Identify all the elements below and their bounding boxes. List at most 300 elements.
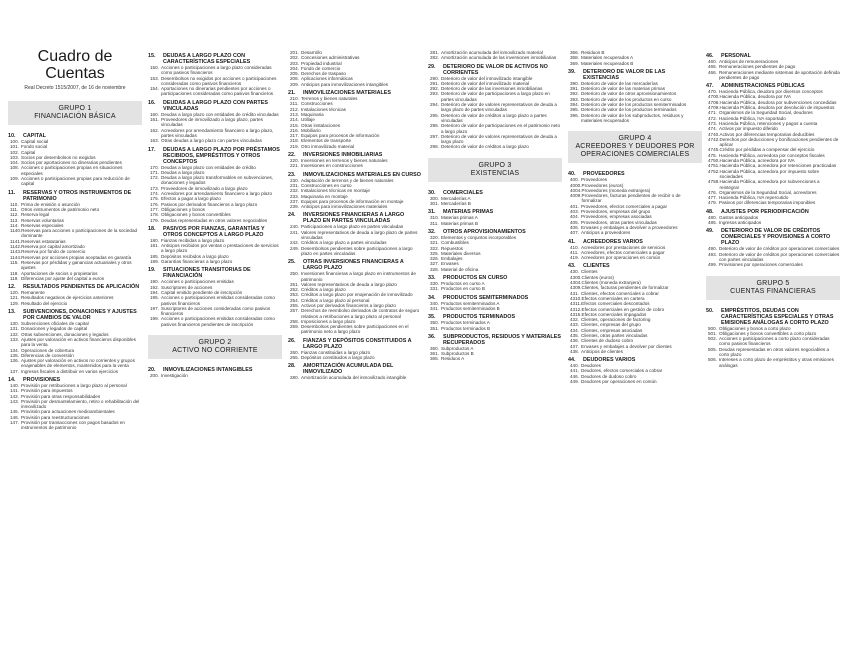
account-number: 241. — [290, 229, 299, 235]
account-name: Deudas a largo plazo con entidades de crédito — [161, 164, 256, 170]
account-number: 49. — [706, 228, 714, 235]
account-number: 392. — [570, 91, 579, 97]
account-number: 101. — [10, 144, 19, 150]
account-number: 162. — [150, 127, 159, 133]
account-name: Proveedores de inmovilizado a largo plazo, partes vinculadas — [161, 117, 263, 128]
account-name: Subproductos B — [441, 351, 474, 357]
account-entry — [428, 123, 562, 134]
account-name: Acciones o participaciones a largo plazo consideradas como pasivos financieros — [161, 65, 272, 76]
account-name: Clientes de dudoso cobro — [581, 338, 634, 344]
account-name: Fianzas recibidas a largo plazo — [161, 237, 225, 243]
account-number: 136. — [10, 358, 19, 364]
account-number: 153. — [150, 75, 159, 81]
account-name: Clientes (euros) — [581, 274, 614, 280]
account-name: DEUDAS A LARGO PLAZO CON PARTES VINCULADAS — [163, 99, 268, 112]
account-name: CLIENTES — [583, 263, 610, 270]
account-number: 430. — [570, 269, 579, 275]
account-name: Proveedores, empresas del grupo — [581, 209, 651, 215]
account-number: 327. — [430, 261, 439, 267]
account-number: 26. — [288, 337, 296, 344]
account-number: 25. — [288, 259, 296, 266]
account-entry — [568, 255, 702, 260]
account-name: Otras subvenciones, donaciones y legados — [21, 331, 109, 337]
account-number: 216. — [290, 127, 299, 133]
account-entry — [148, 243, 282, 254]
account-name: Utillaje — [301, 117, 315, 123]
account-name: Anticipos a proveedores — [581, 230, 631, 236]
account-name: RESULTADOS PENDIENTES DE APLICACIÓN — [23, 284, 140, 291]
account-name: Hacienda Pública, deudora por IVA — [719, 94, 791, 100]
account-entry — [288, 204, 422, 209]
account-number: 296. — [430, 123, 439, 129]
account-number: 460. — [708, 59, 717, 64]
account-number: 253. — [290, 292, 299, 298]
account-name: Fianzas constituidas a largo plazo — [301, 349, 371, 355]
account-number: 4700. — [708, 94, 720, 100]
account-subgroup — [8, 309, 142, 321]
account-name: Productos en curso A — [441, 281, 485, 287]
account-entry — [706, 336, 840, 347]
account-name: Instalaciones técnicas en montaje — [301, 188, 370, 194]
account-number: 11. — [8, 189, 16, 196]
account-name: Acciones o participaciones propias en situaciones especiales — [21, 165, 123, 176]
account-number: 475. — [708, 152, 717, 158]
account-subgroup — [148, 147, 282, 165]
account-name: Repuestos — [441, 245, 463, 251]
account-number: 325. — [430, 250, 439, 256]
account-number: 129. — [10, 300, 19, 306]
account-name: FIANZAS Y DEPÓSITOS CONSTITUIDOS A LARGO PLAZO — [303, 337, 412, 350]
account-number: 404. — [570, 214, 579, 220]
account-name: Equipos para procesos de información — [301, 133, 380, 139]
account-name: Anticipos para inmovilizaciones intangibles — [301, 81, 389, 87]
account-name: Deterioro de valor de participaciones a largo plazo en partes vinculadas — [441, 91, 550, 102]
account-number: 100. — [10, 139, 19, 144]
account-name: Equipos para procesos de información en montaje — [301, 198, 404, 204]
account-number: 311. — [430, 220, 439, 226]
account-name: INMOVILIZACIONES INTANGIBLES — [163, 366, 253, 373]
account-number: 407. — [570, 230, 579, 236]
account-name: Remanente — [21, 290, 45, 296]
account-number: 360. — [430, 345, 439, 351]
account-number: 4300. — [570, 274, 582, 280]
account-number: 142. — [10, 393, 19, 399]
account-name: Clientes, empresas asociadas — [581, 327, 643, 333]
account-number: 118. — [10, 270, 19, 276]
account-name: INVERSIONES INMOBILIARIAS — [303, 152, 383, 159]
account-number: 140. — [10, 382, 19, 388]
account-name: Acreedores por arrendamiento financiero a largo plazo — [161, 191, 273, 197]
account-number: 119. — [10, 275, 19, 281]
account-name: AJUSTES POR PERIODIFICACIÓN — [721, 208, 809, 215]
column-3-entries — [288, 50, 422, 381]
account-number: 154. — [150, 86, 159, 92]
account-subgroup — [428, 334, 562, 346]
account-name: PRODUCTOS EN CURSO — [443, 275, 508, 282]
account-number: 174. — [150, 191, 159, 197]
account-number: 113. — [10, 217, 19, 223]
account-number: 163. — [150, 138, 159, 144]
account-entry — [568, 113, 702, 124]
account-name: Clientes — [581, 269, 598, 275]
account-number: 19. — [148, 267, 156, 274]
account-number: 211. — [290, 101, 299, 107]
account-name: Créditos a largo plazo al personal — [301, 297, 370, 303]
account-number: 326. — [430, 256, 439, 262]
account-name: Efectos comerciales en cartera — [581, 295, 645, 301]
account-number: 201. — [290, 50, 299, 55]
account-name: Anticipos de clientes — [581, 348, 623, 354]
account-name: DEUDAS A LARGO PLAZO POR PRÉSTAMOS RECIBIDOS, EMPRÉSTITOS Y OTROS CONCEPTOS — [163, 146, 280, 165]
account-entry — [288, 82, 422, 87]
account-entry — [148, 295, 282, 306]
group-number: GRUPO 4 — [618, 135, 652, 143]
account-name: INMOVILIZACIONES MATERIALES — [303, 90, 391, 97]
account-number: 31. — [428, 209, 436, 216]
account-number: 471. — [708, 110, 717, 116]
account-entry — [568, 230, 702, 235]
column-6 — [706, 50, 840, 650]
account-number: 297. — [430, 133, 439, 139]
account-number: 446. — [570, 373, 579, 379]
account-name: Productos terminados A — [441, 320, 490, 326]
account-number: 4304. — [570, 280, 582, 286]
account-entry — [288, 163, 422, 168]
account-number: 173. — [150, 185, 159, 191]
account-number: 50. — [706, 307, 714, 314]
account-name: Pasivos por derivados financieros a largo plazo — [161, 201, 258, 207]
account-name: Productos en curso B — [441, 286, 485, 292]
account-entry — [428, 286, 562, 291]
account-name: Deterioro de valor de los subproductos, residuos y materiales recuperados — [581, 112, 684, 123]
account-subgroup — [288, 212, 422, 224]
account-entry — [148, 117, 282, 128]
account-name: Deterioro de valor de las mercaderías — [581, 80, 658, 86]
column-6-entries — [706, 53, 840, 368]
account-number: 433. — [570, 322, 579, 328]
account-number: 192. — [150, 284, 159, 290]
account-number: 231. — [290, 182, 299, 188]
account-number: 473. — [708, 120, 717, 126]
account-number: 170. — [150, 164, 159, 170]
account-name: Diferencias por ajuste del capital a euros — [21, 275, 104, 281]
account-number: 431. — [570, 290, 579, 296]
account-name: Clientes, otras partes vinculadas — [581, 332, 648, 338]
account-name: Materiales diversos — [441, 250, 481, 256]
account-number: 240. — [290, 224, 299, 230]
account-entry — [706, 179, 840, 190]
account-name: Participaciones a largo plazo en partes vinculadas — [301, 224, 404, 230]
account-name: Socios por aportaciones no dinerarias pendientes — [21, 160, 122, 166]
account-number: 485. — [708, 220, 717, 226]
account-name: Anticipos de remuneraciones — [719, 59, 779, 64]
account-name: Amortización acumulada de las inversiones inmobiliarias — [441, 55, 557, 61]
account-name: Hacienda Pública, acreedora por impuesto sobre sociedades — [719, 168, 820, 179]
account-number: 43. — [568, 263, 576, 270]
account-number: 161. — [150, 117, 159, 123]
account-name: Otras instalaciones — [301, 122, 341, 128]
account-name: Socios por desembolsos no exigidos — [21, 154, 96, 160]
account-number: 4000. — [570, 182, 582, 188]
account-number: 393. — [570, 96, 579, 102]
account-number: 4310. — [570, 295, 582, 301]
account-number: 18. — [148, 225, 156, 232]
account-name: SITUACIONES TRANSITORIAS DE FINANCIACIÓN — [163, 267, 251, 280]
account-number: 178. — [150, 212, 159, 218]
account-name: Clientes, facturas pendientes de formalizar — [581, 285, 669, 291]
account-name: Deudas representadas en otros valores negociables a corto plazo — [719, 346, 830, 357]
account-name: Resultados negativos de ejercicios anteriores — [21, 295, 114, 301]
account-name: Materiales recuperados A — [581, 55, 634, 61]
account-number: 505. — [708, 346, 717, 352]
account-number: 403. — [570, 209, 579, 215]
account-name: Gastos anticipados — [719, 214, 759, 220]
account-number: 506. — [708, 357, 717, 363]
group-title: FINANCIACIÓN BÁSICA — [34, 113, 116, 120]
account-number: 34. — [428, 294, 436, 301]
account-name: Hacienda Pública, acreedora por IVA — [719, 158, 795, 164]
account-name: Activos por derivados financieros a largo plazo — [301, 302, 396, 308]
account-name: Depósitos recibidos a largo plazo — [161, 253, 229, 259]
account-name: Reservas para acciones o participaciones de la sociedad dominante — [21, 228, 138, 239]
account-subgroup — [148, 53, 282, 65]
account-name: Deterioro de valor de valores representativos de deuda a largo plazo de partes vinculadas — [441, 102, 557, 113]
account-name: Hacienda Pública, deudora por diversos conceptos — [719, 89, 823, 95]
account-entry — [148, 373, 282, 378]
account-number: 1140. — [10, 228, 22, 234]
account-name: Desarrollo — [301, 50, 322, 55]
account-name: Hacienda Pública, deudora por subvenciones concedidas — [719, 99, 837, 105]
account-number: 419. — [570, 255, 579, 261]
column-4 — [428, 50, 562, 650]
account-number: 252. — [290, 287, 299, 293]
account-number: 441. — [570, 368, 579, 374]
account-number: 4745. — [708, 147, 720, 153]
account-name: Construcciones — [301, 101, 333, 107]
account-number: 115. — [10, 259, 19, 265]
account-name: Construcciones en curso — [301, 182, 352, 188]
account-name: Embalajes — [441, 256, 463, 262]
account-name: Inversiones financieras a largo plazo en instrumentos de patrimonio — [301, 271, 416, 282]
account-number: 4311. — [570, 301, 582, 307]
account-number: 502. — [708, 336, 717, 342]
account-number: 479. — [708, 200, 717, 206]
account-number: 175. — [150, 196, 159, 202]
account-number: 40. — [568, 171, 576, 178]
account-name: RESERVAS Y OTROS INSTRUMENTOS DE PATRIMONIO — [23, 189, 132, 202]
account-number: 213. — [290, 111, 299, 117]
account-name: PROVEEDORES — [583, 171, 625, 178]
account-name: Obligaciones y bonos convertibles a corto plazo — [719, 330, 817, 336]
account-entry — [148, 306, 282, 317]
account-number: 465. — [708, 64, 717, 70]
account-number: 131. — [10, 326, 19, 332]
account-entry — [428, 201, 562, 206]
account-number: 217. — [290, 133, 299, 139]
account-entry — [428, 326, 562, 331]
account-name: Acciones o participaciones propias para reducción de capital — [21, 176, 130, 187]
account-number: 366. — [570, 50, 579, 55]
account-name: Capital social — [21, 139, 49, 144]
account-number: 474. — [708, 126, 717, 132]
account-number: 472. — [708, 115, 717, 121]
account-entry — [8, 369, 142, 374]
account-number: 255. — [290, 302, 299, 308]
column-1-entries — [8, 101, 142, 431]
account-entry — [568, 61, 702, 66]
account-number: 390. — [570, 80, 579, 86]
account-name: Provisión por desmantelamiento, retiro o rehabilitación del inmovilizado — [21, 398, 140, 410]
account-number: 218. — [290, 138, 299, 144]
account-number: 4312. — [570, 306, 582, 312]
account-name: Deudores de dudoso cobro — [581, 373, 637, 379]
account-number: 197. — [150, 305, 159, 311]
account-entry — [428, 134, 562, 145]
account-subgroup — [568, 69, 702, 81]
account-number: 249. — [290, 245, 299, 251]
group-title: ACREEDORES Y DEUDORES POR OPERACIONES COMERCIALES — [575, 143, 695, 159]
account-number: 1141. — [10, 238, 22, 244]
account-name: Activos por diferencias temporarias deducibles — [719, 131, 815, 137]
account-name: Activos por impuesto diferido — [719, 126, 778, 132]
account-name: Subproductos A — [441, 345, 474, 351]
account-number: 206. — [290, 76, 299, 82]
account-number: 259. — [290, 324, 299, 330]
account-number: 120. — [10, 290, 19, 296]
account-name: Provisión para otras responsabilidades — [21, 393, 101, 399]
account-number: 189. — [150, 259, 159, 265]
account-number: 39. — [568, 68, 576, 75]
account-number: 180. — [150, 237, 159, 243]
account-number: 500. — [708, 325, 717, 331]
account-name: Inversiones en terrenos y bienes naturales — [301, 158, 388, 164]
account-name: Elementos de transporte — [301, 138, 352, 144]
account-name: Reservas por pérdidas y ganancias actuariales y otros ajustes — [21, 259, 132, 271]
account-number: 28. — [288, 363, 296, 370]
account-number: 32. — [428, 228, 436, 235]
account-name: COMERCIALES — [443, 189, 483, 196]
account-entry — [428, 356, 562, 361]
account-entry — [8, 358, 142, 369]
account-name: Garantías financieras a largo plazo — [161, 259, 233, 265]
account-number: 137. — [10, 368, 19, 374]
account-number: 30. — [428, 189, 436, 196]
account-entry — [8, 260, 142, 271]
account-entry — [568, 379, 702, 384]
account-number: 219. — [290, 143, 299, 149]
account-number: 4315. — [570, 311, 582, 317]
account-number: 328. — [430, 266, 439, 272]
account-number: 239. — [290, 204, 299, 210]
group-number: GRUPO 5 — [756, 279, 790, 287]
account-number: 177. — [150, 206, 159, 212]
account-number: 434. — [570, 327, 579, 333]
account-name: Provisiones por operaciones comerciales — [719, 262, 803, 268]
account-entry — [288, 246, 422, 257]
account-subgroup — [148, 267, 282, 279]
account-name: Elementos y conjuntos incorporables — [441, 234, 517, 240]
account-name: Aportaciones de socios o propietarios — [21, 270, 98, 276]
account-number: 147. — [10, 420, 19, 426]
account-number: 251. — [290, 281, 299, 287]
account-number: 401. — [570, 203, 579, 209]
account-name: Deterioro de valor de otros aprovisionamientos — [581, 91, 677, 97]
account-number: 293. — [430, 91, 439, 97]
account-number: 369. — [570, 60, 579, 66]
column-2-entries — [148, 53, 282, 378]
account-name: Pasivos por diferencias temporarias imponibles — [719, 200, 816, 206]
account-number: 194. — [150, 289, 159, 295]
document-title: Cuadro de Cuentas — [37, 48, 113, 82]
account-name: Fondo de comercio — [301, 65, 341, 71]
account-number: 23. — [288, 171, 296, 178]
account-name: Deudores — [581, 363, 601, 369]
account-number: 501. — [708, 330, 717, 336]
account-number: 466. — [708, 69, 717, 75]
account-name: AMORTIZACIÓN ACUMULADA DEL INMOVILIZADO — [303, 363, 394, 376]
account-name: Deterioro de valor de los productos en curso — [581, 96, 672, 102]
account-name: Deterioro de valor de los productos terminados — [581, 107, 677, 113]
account-subgroup — [148, 100, 282, 112]
account-name: Deudores, efectos comerciales a cobrar — [581, 368, 663, 374]
account-number: 280. — [290, 375, 299, 381]
account-number: 411. — [570, 249, 579, 255]
account-number: 44. — [568, 357, 576, 364]
account-name: Hacienda Pública, deudora por devolución de impuestos — [719, 105, 835, 111]
account-name: Amortización acumulada del inmovilizado intangible — [301, 375, 407, 381]
account-name: Otros instrumentos de patrimonio neto — [21, 206, 100, 212]
account-number: 365. — [430, 356, 439, 362]
account-name: Hacienda Pública, retenciones y pagos a cuenta — [719, 120, 818, 126]
account-entry — [568, 349, 702, 354]
group-number: GRUPO 2 — [198, 338, 232, 346]
account-number: 331. — [430, 286, 439, 292]
account-name: Acreedores, efectos comerciales a pagar — [581, 249, 665, 255]
account-name: Obligaciones y bonos a corto plazo — [719, 325, 791, 331]
account-entry — [568, 193, 702, 204]
column-1 — [8, 44, 142, 644]
account-name: Deterioro de valor de valores representativos de deuda a largo plazo — [441, 133, 557, 145]
account-name: Proveedores de inmovilizado a largo plazo — [161, 185, 248, 191]
account-name: Mobiliario — [301, 127, 321, 133]
group-heading — [568, 131, 702, 163]
account-name: Reserva legal — [21, 212, 50, 218]
account-name: Deterioro de valor del inmovilizado intangible — [441, 75, 533, 81]
account-name: Proveedores (moneda extranjera) — [581, 187, 651, 193]
account-number: 12. — [8, 284, 16, 291]
account-number: 4709. — [708, 105, 720, 111]
account-name: Deudas a largo plazo transformables en subvenciones, donaciones y legados — [161, 175, 274, 186]
account-number: 395. — [570, 107, 579, 113]
account-name: PASIVOS POR FIANZAS, GARANTÍAS Y OTROS CONCEPTOS A LARGO PLAZO — [163, 225, 265, 238]
account-number: 493. — [708, 251, 717, 257]
account-number: 199. — [150, 316, 159, 322]
account-name: Organismos de la Seguridad Social, acreedores — [719, 189, 817, 195]
account-number: 4751. — [708, 163, 720, 169]
account-number: 205. — [290, 71, 299, 77]
account-number: 361. — [430, 351, 439, 357]
account-name: Proveedores, facturas pendientes de recibir o de formalizar — [581, 193, 681, 204]
account-name: Intereses a corto plazo de empréstitos y otras emisiones análogas — [719, 357, 834, 368]
group-heading — [148, 335, 282, 359]
account-subgroup — [706, 228, 840, 246]
account-number: 146. — [10, 414, 19, 420]
account-entry — [428, 267, 562, 272]
account-subgroup — [148, 226, 282, 238]
account-name: INVERSIONES FINANCIERAS A LARGO PLAZO EN PARTES VINCULADAS — [303, 212, 405, 225]
account-number: 200. — [150, 372, 159, 378]
account-name: Provisión para actuaciones medioambientales — [21, 409, 115, 415]
